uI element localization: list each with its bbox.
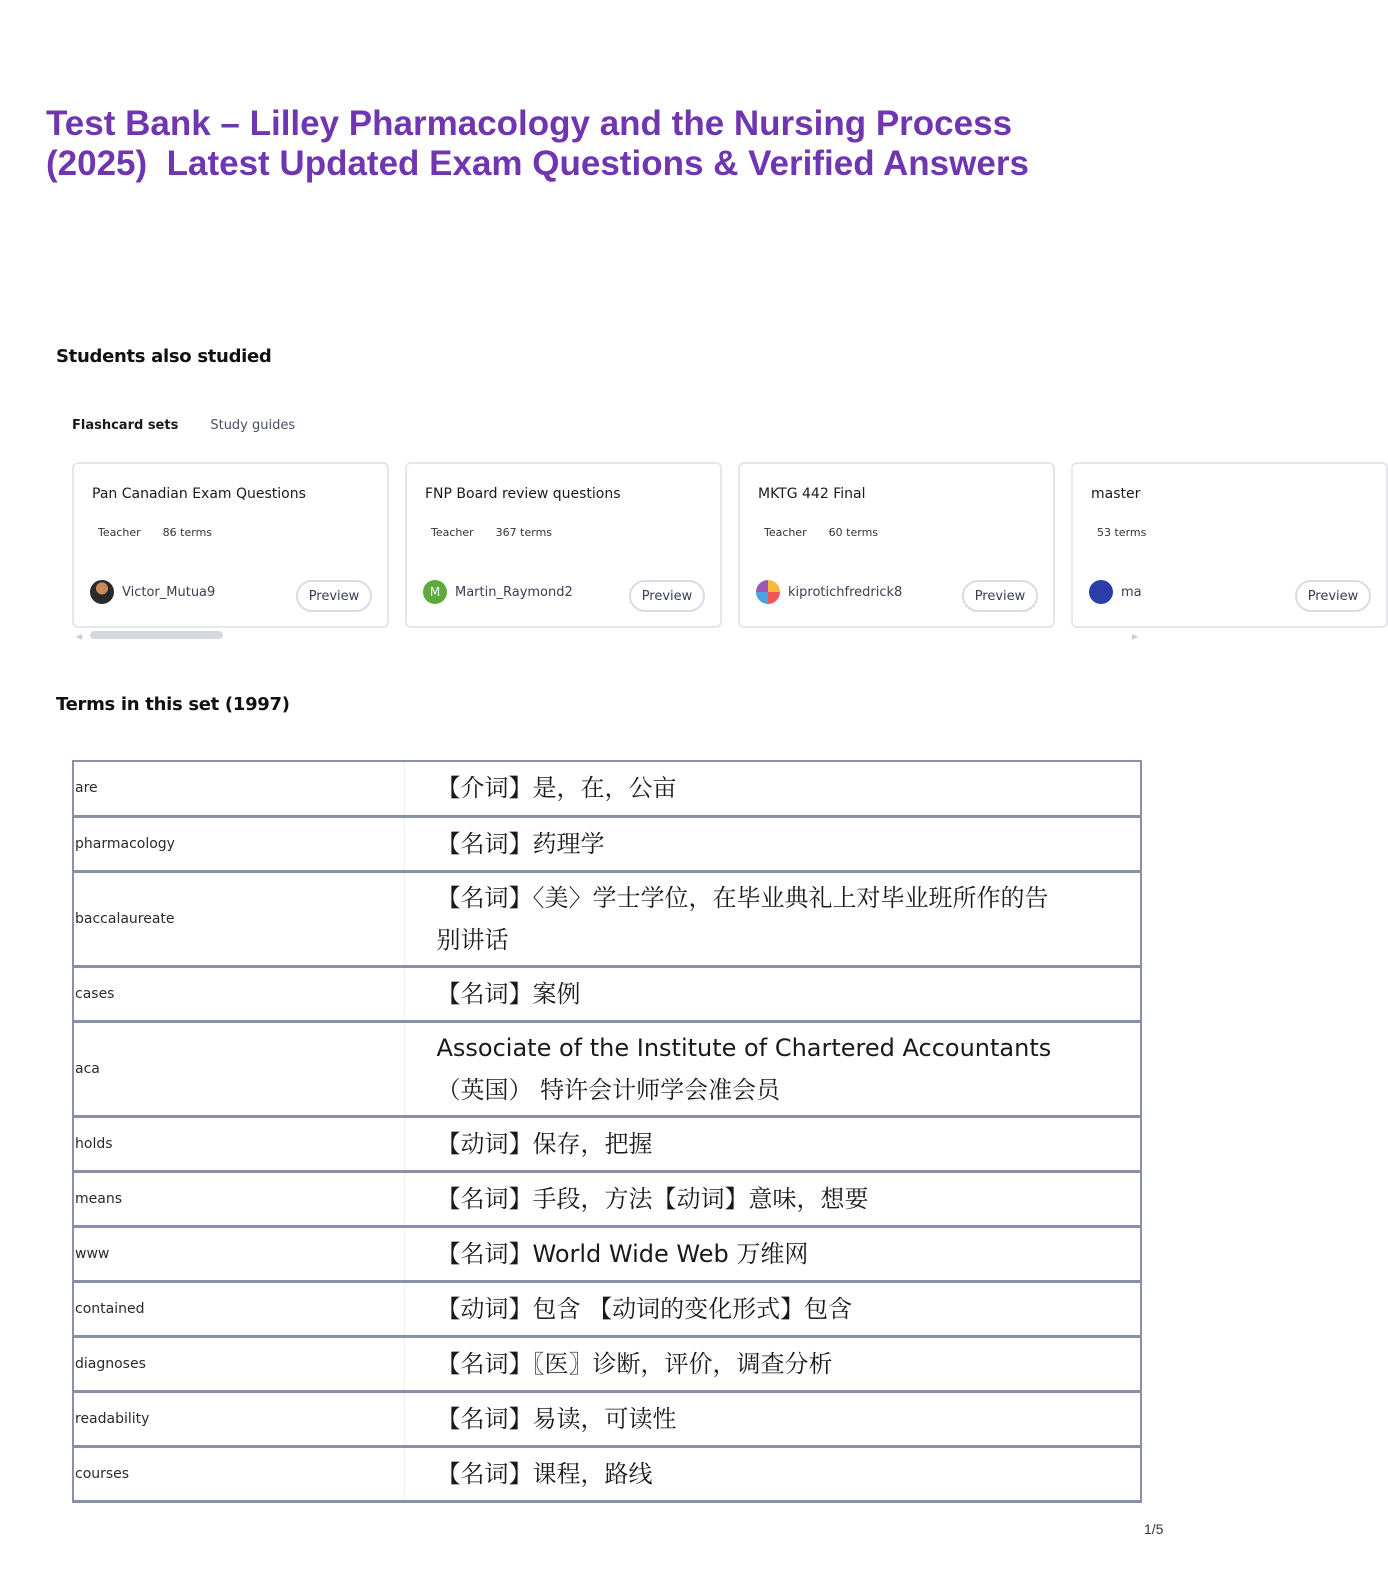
table-row: [73, 816, 1141, 871]
card-term-count: 86 terms: [162, 526, 213, 539]
preview-button[interactable]: Preview: [1295, 580, 1371, 612]
card-title: master: [1091, 486, 1141, 502]
document-title-line-2: (2025) Latest Updated Exam Questions & Verified Answers: [46, 144, 1029, 183]
card-meta: [98, 526, 212, 539]
term-cell: www: [73, 1226, 404, 1281]
term-cell: are: [73, 761, 404, 816]
avatar: [90, 580, 114, 604]
definition-cell: 【名词】〈美〉学士学位，在毕业典礼上对毕业班所作的告别讲话: [404, 871, 1141, 966]
card-author[interactable]: [1089, 580, 1142, 604]
card-role-badge: Teacher: [431, 526, 474, 539]
flashcard-set-card[interactable]: [72, 462, 389, 628]
definition-cell: 【介词】是，在，公亩: [404, 761, 1141, 816]
flashcard-carousel: [72, 462, 1359, 630]
carousel-scrollbar[interactable]: [72, 630, 1142, 642]
card-term-count: 367 terms: [495, 526, 553, 539]
card-author[interactable]: [90, 580, 215, 604]
definition-cell: 【名词】World Wide Web 万维网: [404, 1226, 1141, 1281]
flashcard-set-card[interactable]: [1071, 462, 1388, 628]
table-row: [73, 1021, 1141, 1116]
tab-study-guides[interactable]: Study guides: [210, 418, 296, 433]
terms-table: [72, 760, 1142, 1503]
table-row: [73, 1226, 1141, 1281]
card-author-name: Martin_Raymond2: [455, 584, 573, 600]
document-title-line-1: Test Bank – Lilley Pharmacology and the Nursing Process: [46, 104, 1013, 143]
document-title: [46, 104, 1166, 184]
table-row: [73, 1171, 1141, 1226]
term-cell: baccalaureate: [73, 871, 404, 966]
preview-button[interactable]: Preview: [296, 580, 372, 612]
page-number: 1/5: [1144, 1521, 1164, 1537]
table-row: [73, 761, 1141, 816]
table-row: [73, 1336, 1141, 1391]
flashcard-set-card[interactable]: [405, 462, 722, 628]
definition-cell: 【名词】易读，可读性: [404, 1391, 1141, 1446]
definition-cell: Associate of the Institute of Chartered Accountants （英国） 特许会计师学会准会员: [404, 1021, 1141, 1116]
card-author-name: kiprotichfredrick8: [788, 584, 903, 600]
term-cell: means: [73, 1171, 404, 1226]
card-title: FNP Board review questions: [425, 486, 621, 502]
term-cell: courses: [73, 1446, 404, 1501]
scrollbar-thumb[interactable]: [90, 631, 223, 639]
definition-cell: 【名词】手段，方法【动词】意味，想要: [404, 1171, 1141, 1226]
students-also-studied-heading: Students also studied: [56, 346, 272, 367]
card-role-badge: Teacher: [764, 526, 807, 539]
card-meta: [1097, 526, 1146, 539]
term-cell: aca: [73, 1021, 404, 1116]
card-role-badge: Teacher: [98, 526, 141, 539]
preview-button[interactable]: Preview: [962, 580, 1038, 612]
card-author[interactable]: [756, 580, 902, 604]
definition-cell: 【动词】包含 【动词的变化形式】包含: [404, 1281, 1141, 1336]
definition-cell: 【名词】案例: [404, 966, 1141, 1021]
card-author[interactable]: [423, 580, 573, 604]
avatar: [756, 580, 780, 604]
table-row: [73, 1281, 1141, 1336]
flashcard-set-card[interactable]: [738, 462, 1055, 628]
definition-cell: 【动词】保存，把握: [404, 1116, 1141, 1171]
study-tabs: [72, 418, 295, 433]
card-author-name: Victor_Mutua9: [122, 584, 216, 600]
term-cell: cases: [73, 966, 404, 1021]
scroll-left-arrow-icon[interactable]: ◀: [76, 632, 83, 641]
table-row: [73, 1446, 1141, 1501]
table-row: [73, 1391, 1141, 1446]
card-title: MKTG 442 Final: [758, 486, 866, 502]
card-author-name: ma: [1121, 584, 1142, 600]
avatar: [1089, 580, 1113, 604]
term-cell: contained: [73, 1281, 404, 1336]
definition-cell: 【名词】课程，路线: [404, 1446, 1141, 1501]
tab-flashcard-sets[interactable]: Flashcard sets: [72, 418, 179, 433]
preview-button[interactable]: Preview: [629, 580, 705, 612]
term-cell: readability: [73, 1391, 404, 1446]
table-row: [73, 1116, 1141, 1171]
definition-cell: 【名词】〖医〗诊断，评价，调查分析: [404, 1336, 1141, 1391]
terms-heading: Terms in this set (1997): [56, 694, 290, 715]
card-term-count: 60 terms: [828, 526, 879, 539]
definition-cell: 【名词】药理学: [404, 816, 1141, 871]
scroll-right-arrow-icon[interactable]: ▶: [1131, 632, 1138, 641]
term-cell: holds: [73, 1116, 404, 1171]
table-row: [73, 871, 1141, 966]
card-title: Pan Canadian Exam Questions: [92, 486, 306, 502]
term-cell: diagnoses: [73, 1336, 404, 1391]
card-meta: [431, 526, 552, 539]
card-term-count: 53 terms: [1097, 526, 1147, 539]
card-meta: [764, 526, 878, 539]
term-cell: pharmacology: [73, 816, 404, 871]
avatar: M: [423, 580, 447, 604]
table-row: [73, 966, 1141, 1021]
